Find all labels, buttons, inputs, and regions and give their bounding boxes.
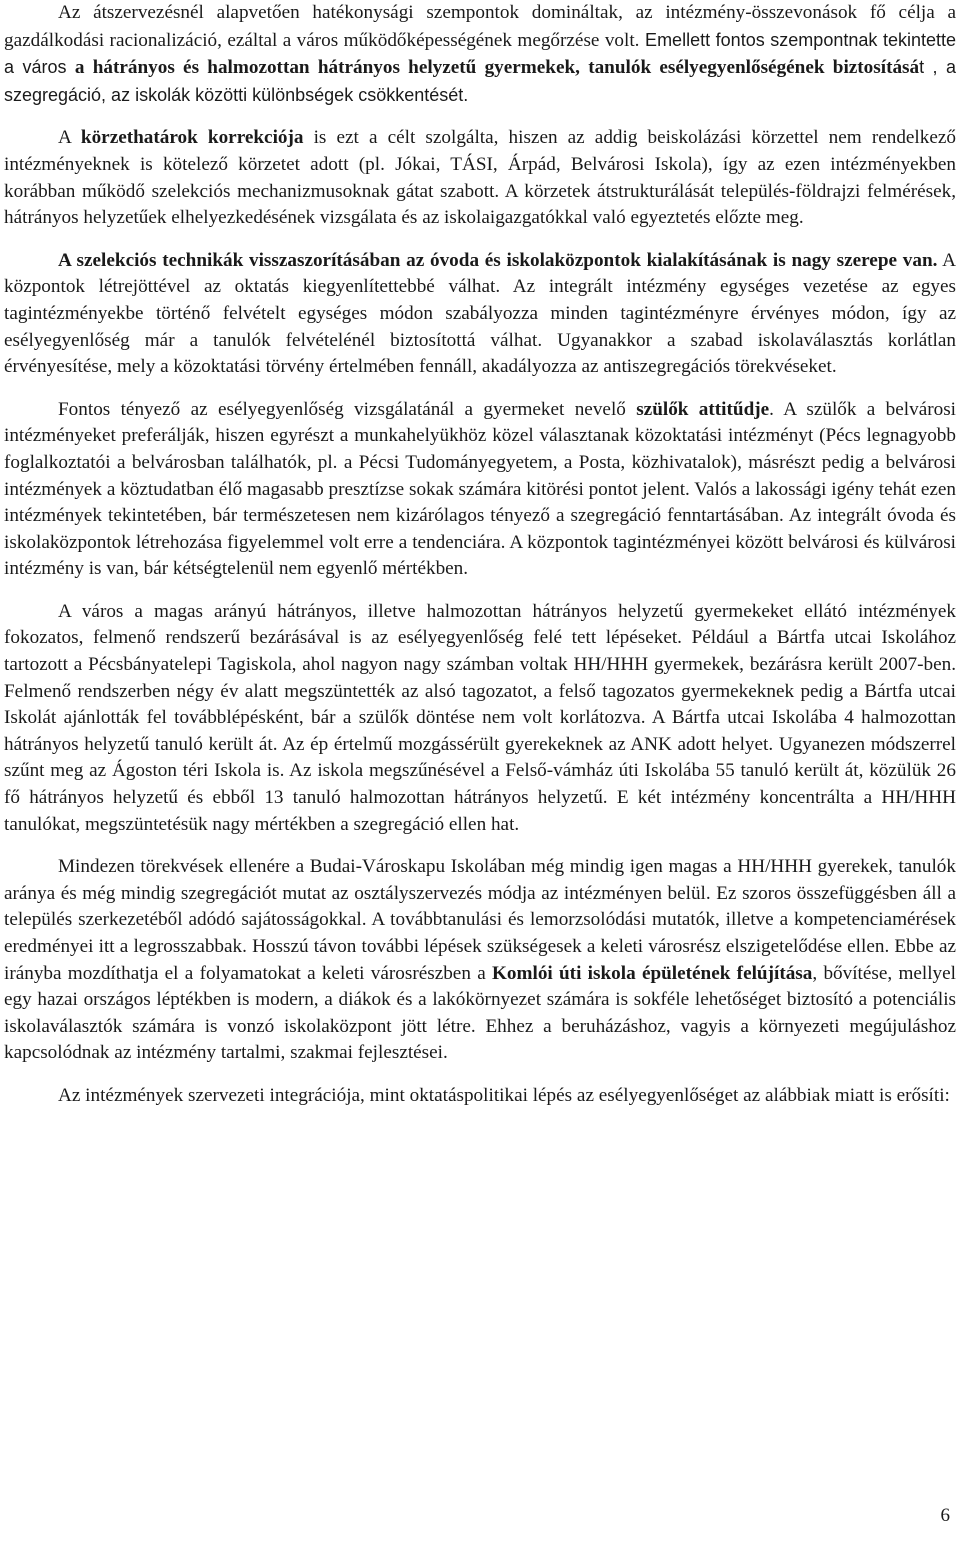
paragraph-integration: Az intézmények szervezeti integrációja, mint oktatáspolitikai lépés az esélyegyenlőséget az alábbiak miatt is erősíti: xyxy=(58,1084,950,1106)
paragraph-budai-varoskapu xyxy=(4,854,956,1067)
p2-emphasis: körzethatárok korrekciója xyxy=(80,127,304,149)
p4-text-a: Fontos tényező az esélyegyenlőség vizsgálatánál a gyermeket nevelő xyxy=(58,398,637,420)
p4-emphasis: szülők attitűdje xyxy=(636,398,770,420)
paragraph-reorganization xyxy=(4,0,956,109)
p2-text-a: A xyxy=(58,127,81,149)
paragraph-selection-techniques xyxy=(4,248,956,381)
p6-emphasis: Komlói úti iskola épületének felújítása xyxy=(491,962,813,984)
p2-text-c: is ezt a célt szolgálta, hiszen az addig beiskolázási körzettel nem rendelkező intézményeknek is kötelező körzetet adott (pl. Jókai, TÁSI, Árpád, Belvárosi Iskola), így az ezen intézményekben korábban működő szelekciós mechanizmusoknak gátat szabott. A körzetek átstrukturálását település-földrajzi felmérések, hátrányos helyzetűek elhelyezkedésének vizsgálata és az iskolaigazgatókkal való egyeztetés előzte meg. xyxy=(4,127,956,229)
paragraph-school-closures: A város a magas arányú hátrányos, illetve halmozottan hátrányos helyzetű gyermekeket ellátó intézmények fokozatos, felmenő rendszerű bezárásával is az esélyegyenlőség felé tett lépéseket. Például a Bártfa utcai Iskolához tartozott a Pécsbányatelepi Tagiskola, ahol nagyon nagy számban voltak HH/HHH gyermekek, bezárásra került 2007-ben. Felmenő rendszerben négy év alatt megszüntették az alsó tagozatot, a felső tagozatos gyermekeknek pedig a Bártfa utcai Iskolát ajánlották fel továbblépésként, bár a szülők döntése nem volt korlátozva. A Bártfa utcai Iskolába 4 halmozottan hátrányos helyzetű tanuló került át. Az ép értelmű mozgássérült gyerekeknek az ANK adott helyet. Ugyanezen módszerrel szűnt meg az Ágoston téri Iskola is. Az iskola megszűnésével a Felső-vámház úti Iskolába 55 tanuló került át, közülük 26 fő hátrányos helyzetű és ebből 13 tanuló halmozottan hátrányos helyzetű. E két intézmény koncentrálta a HH/HHH tanulókat, megszüntetésük nagy mértékben a szegregáció ellen hat. xyxy=(4,600,956,835)
p6-text-a: Mindezen törekvések ellenére a Budai-Városkapu Iskolában még mindig igen magas a HH/HHH gyerekek, tanulók aránya és még mindig szegregációt mutat az osztályszervezés módja az intézményen belül. Ez szoros összefüggésben áll a település szerkezetéből adódó sajátosságokkal. A továbbtanulási és lemorzsolódási mutatók, illetve a kompetenciamérések eredményei itt a legrosszabbak. Hosszú távon további lépések szükségesek a keleti városrész elszigetelődése ellen. Ebbe az irányba mozdíthatja el a folyamatokat a keleti városrészben a xyxy=(4,856,956,984)
p1-text-d: t , a szegregáció, az iskolák közötti különbségek csökkentését. xyxy=(4,57,957,105)
page-number: 6 xyxy=(940,1505,950,1526)
p1-emphasis: a hátrányos és halmozottan hátrányos helyzetű gyermekek, tanulók esélyegyenlőségének biztosításá xyxy=(74,57,920,79)
p3-text-b: A központok létrejöttével az oktatás kiegyenlítettebbé válhat. Az integrált intézmény egységes vezetése az egyes tagintézményekbe történő felvételt egységes módon szabályozza minden tagintézményre érvényes módon, így az esélyegyenlőség már a tanulók felvételénél biztosítottá válhat. Ugyanakkor a szabad iskolaválasztás korlátlan érvényesítése, mely a közoktatási törvény értelmében fennáll, akadályozza az antiszegregációs törekvéseket. xyxy=(4,249,956,378)
p6-text-c: , bővítése, mellyel egy hazai országos léptékben is modern, a diákok és a lakókörnyezet számára is sokféle lehetőséget biztosító a potenciális iskolaválasztók számára is vonzó iskolaközpont jött létre. Ehhez a beruházáshoz, vagyis a környezeti megújuláshoz kapcsolódnak az intézmény tartalmi, szakmai fejlesztései. xyxy=(4,962,957,1064)
p1-text-b: Emellett fontos szempontnak tekintette a város xyxy=(4,29,956,78)
paragraph-district-boundaries xyxy=(4,125,956,231)
p3-emphasis: A szelekciós technikák visszaszorításában az óvoda és iskolaközpontok kialakításának is nagy szerepe van. xyxy=(58,249,938,271)
paragraph-parent-attitude xyxy=(4,397,956,583)
p4-text-c: . A szülők a belvárosi intézményeket preferálják, hiszen egyrészt a munkahelyükhöz közel választanak közoktatási intézményt (Pécs legnagyobb foglalkoztatói a belvárosban találhatók, pl. a Pécsi Tudományegyetem, a Posta, közhivatalok), másrészt pedig a belvárosi intézmények a köztudatban élő magasabb presztízse sokak számára kitörési pontot jelent. Valós a lakossági igény tehát ezen intézmények tekintetében, bár természetesen nem kizárólagos tényező a szegregáció fenntartásában. Az integrált óvoda és iskolaközpontok létrehozása figyelemmel volt erre a tendenciára. A központok tagintézményei között belvárosi és külvárosi intézmény is van, bár kétségtelenül nem egyenlő mértékben. xyxy=(4,398,957,580)
p1-text-a: Az átszervezésnél alapvetően hatékonysági szempontok domináltak, az intézmény-összevonások fő célja a gazdálkodási racionalizáció, ezáltal a város működőképességének megőrzése volt. xyxy=(4,2,956,51)
